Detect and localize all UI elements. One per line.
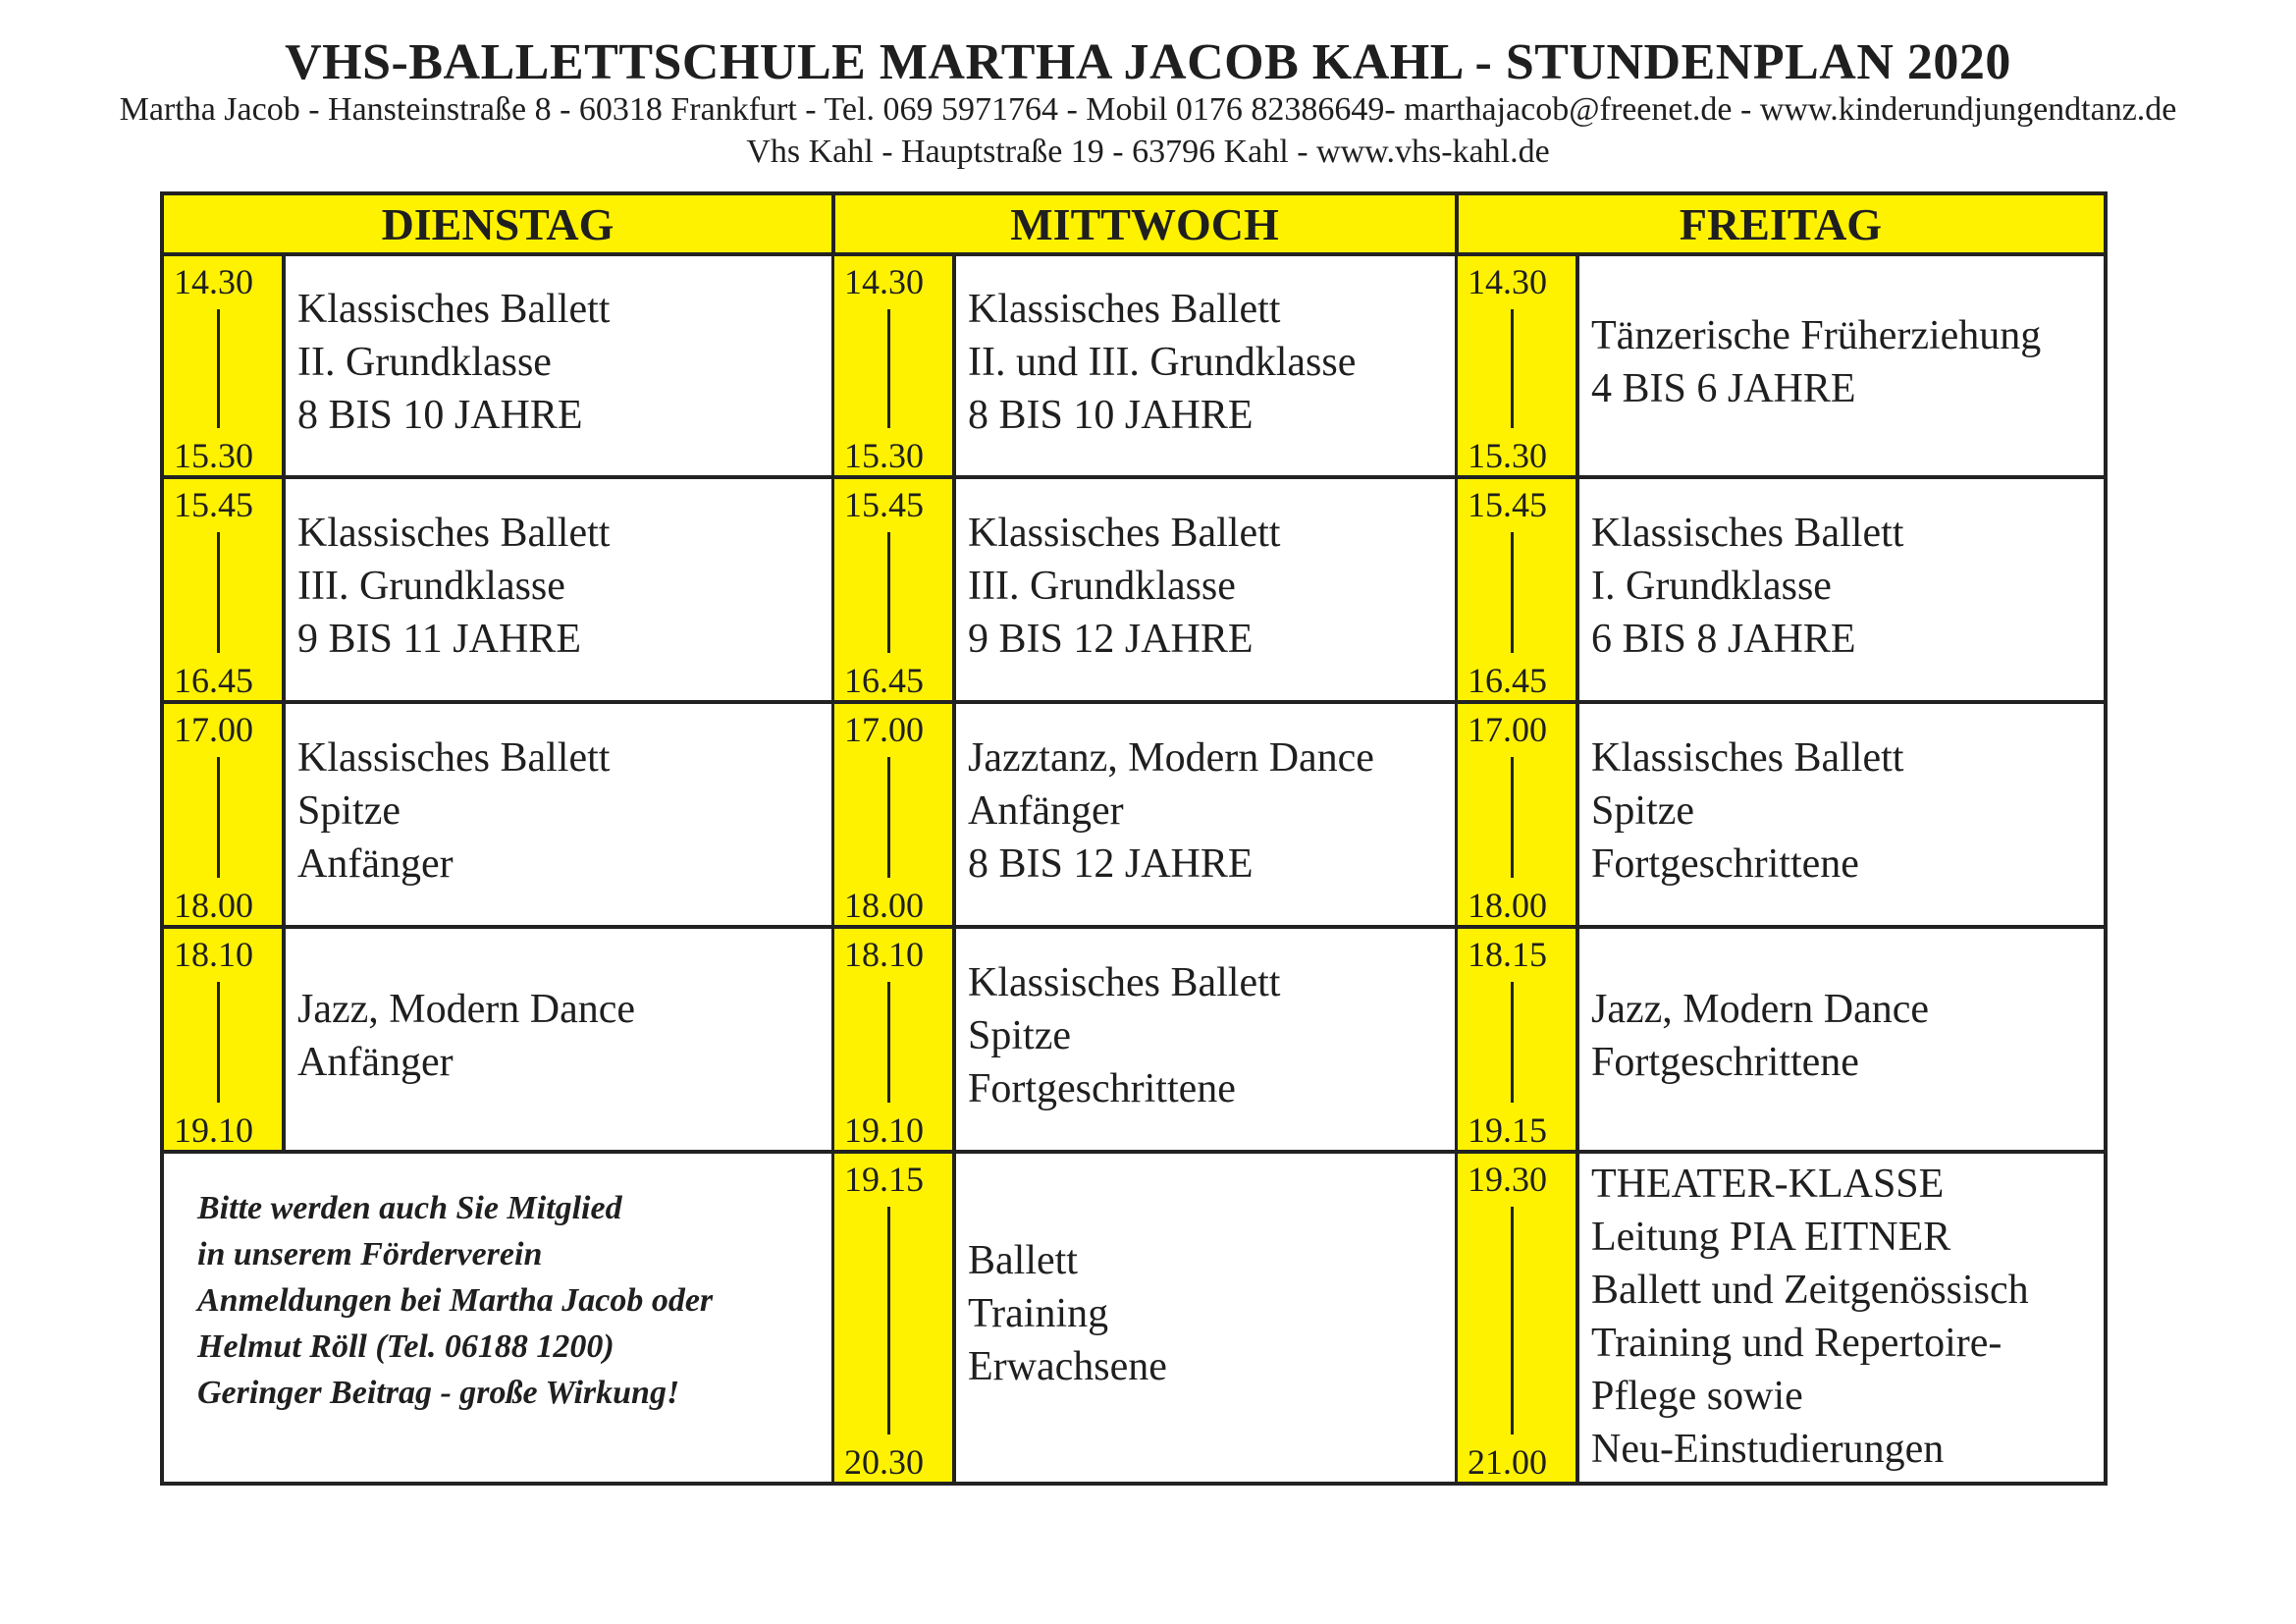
time-range-line: [1511, 1207, 1514, 1435]
course-freitag-3: [1591, 731, 1903, 891]
course-mittwoch-2: [968, 507, 1280, 666]
time-slot-freitag-2: [1458, 479, 1579, 700]
start-time: 18.10: [844, 935, 924, 974]
course-line: 8 BIS 10 JAHRE: [968, 393, 1254, 438]
course-line: Erwachsene: [968, 1344, 1167, 1389]
row-divider: [164, 1150, 2104, 1154]
end-time: 16.45: [174, 661, 253, 700]
course-mittwoch-4: [968, 956, 1280, 1115]
course-freitag-4: [1591, 983, 1929, 1089]
time-slot-mittwoch-5: [834, 1154, 956, 1482]
course-line: Klassisches Ballett: [1591, 735, 1904, 781]
end-time: 19.15: [1468, 1110, 1547, 1150]
course-line: Klassisches Ballett: [297, 287, 611, 332]
course-line: 9 BIS 12 JAHRE: [968, 617, 1254, 662]
time-range-line: [217, 982, 220, 1103]
course-line: Jazztanz, Modern Dance: [968, 735, 1374, 781]
end-time: 19.10: [174, 1110, 253, 1150]
course-line: Jazz, Modern Dance: [1591, 987, 1929, 1032]
end-time: 15.30: [844, 436, 924, 475]
time-range-line: [887, 532, 890, 653]
note-line: Anmeldungen bei Martha Jacob oder: [197, 1282, 714, 1319]
start-time: 19.15: [844, 1160, 924, 1199]
time-slot-freitag-4: [1458, 929, 1579, 1150]
time-range-line: [217, 532, 220, 653]
course-line: Anfänger: [297, 1040, 454, 1085]
end-time: 15.30: [174, 436, 253, 475]
day-header-dienstag: DIENSTAG: [164, 195, 831, 256]
start-time: 14.30: [844, 262, 924, 301]
page-title: VHS-BALLETTSCHULE MARTHA JACOB KAHL - STUNDENPLAN 2020: [285, 34, 2011, 90]
course-line: Klassisches Ballett: [968, 960, 1281, 1005]
course-line: II. Grundklasse: [297, 340, 552, 385]
course-line: Training und Repertoire-: [1591, 1321, 2002, 1366]
time-range-line: [1511, 982, 1514, 1103]
course-line: Spitze: [968, 1013, 1071, 1058]
course-line: Fortgeschrittene: [1591, 1040, 1859, 1085]
course-line: Pflege sowie: [1591, 1374, 1803, 1419]
course-dienstag-2: [297, 507, 610, 666]
course-line: III. Grundklasse: [297, 564, 565, 609]
course-line: II. und III. Grundklasse: [968, 340, 1357, 385]
start-time: 15.45: [844, 485, 924, 524]
time-range-line: [1511, 532, 1514, 653]
course-line: Klassisches Ballett: [968, 511, 1281, 556]
note-line: Helmut Röll (Tel. 06188 1200): [197, 1328, 614, 1365]
day-header-mittwoch: MITTWOCH: [834, 195, 1455, 256]
time-slot-freitag-1: [1458, 256, 1579, 475]
time-slot-mittwoch-3: [834, 704, 956, 925]
note-line: Geringer Beitrag - große Wirkung!: [197, 1375, 680, 1411]
start-time: 15.45: [174, 485, 253, 524]
course-freitag-5: [1591, 1158, 2029, 1476]
note-line: Bitte werden auch Sie Mitglied: [197, 1190, 622, 1226]
course-line: Neu-Einstudierungen: [1591, 1427, 1945, 1472]
course-line: 4 BIS 6 JAHRE: [1591, 366, 1856, 411]
course-line: Ballett: [968, 1238, 1078, 1283]
start-time: 17.00: [174, 710, 253, 749]
schedule-table: [160, 191, 2108, 1486]
course-line: Klassisches Ballett: [297, 735, 611, 781]
course-mittwoch-5: [968, 1234, 1167, 1393]
end-time: 16.45: [844, 661, 924, 700]
course-line: 9 BIS 11 JAHRE: [297, 617, 581, 662]
course-line: Spitze: [1591, 788, 1694, 834]
end-time: 16.45: [1468, 661, 1547, 700]
course-freitag-2: [1591, 507, 1903, 666]
time-range-line: [887, 309, 890, 428]
course-line: Spitze: [297, 788, 400, 834]
course-dienstag-4: [297, 983, 635, 1089]
start-time: 18.15: [1468, 935, 1547, 974]
end-time: 21.00: [1468, 1442, 1547, 1482]
course-line: Ballett und Zeitgenössisch: [1591, 1268, 2029, 1313]
course-line: Jazz, Modern Dance: [297, 987, 635, 1032]
course-line: 8 BIS 10 JAHRE: [297, 393, 583, 438]
course-freitag-1: [1591, 309, 2041, 415]
course-line: Klassisches Ballett: [297, 511, 611, 556]
time-range-line: [887, 982, 890, 1103]
time-slot-dienstag-3: [164, 704, 286, 925]
start-time: 14.30: [174, 262, 253, 301]
time-range-line: [887, 757, 890, 878]
start-time: 17.00: [844, 710, 924, 749]
course-line: 6 BIS 8 JAHRE: [1591, 617, 1856, 662]
start-time: 19.30: [1468, 1160, 1547, 1199]
start-time: 15.45: [1468, 485, 1547, 524]
row-divider: [164, 700, 2104, 704]
time-slot-freitag-5: [1458, 1154, 1579, 1482]
time-slot-dienstag-2: [164, 479, 286, 700]
course-line: THEATER-KLASSE: [1591, 1162, 1945, 1207]
membership-note: [197, 1185, 713, 1416]
start-time: 18.10: [174, 935, 253, 974]
course-line: Klassisches Ballett: [968, 287, 1281, 332]
time-slot-dienstag-4: [164, 929, 286, 1150]
time-range-line: [1511, 757, 1514, 878]
time-slot-dienstag-1: [164, 256, 286, 475]
course-line: III. Grundklasse: [968, 564, 1236, 609]
row-divider: [164, 925, 2104, 929]
course-line: Anfänger: [968, 788, 1124, 834]
time-slot-mittwoch-1: [834, 256, 956, 475]
course-line: Fortgeschrittene: [1591, 841, 1859, 887]
end-time: 20.30: [844, 1442, 924, 1482]
contact-line-jacob: Martha Jacob - Hansteinstraße 8 - 60318 Frankfurt - Tel. 069 5971764 - Mobil 0176 82386649- marthajacob@freenet.de - www.kinderundjungendtanz.de: [119, 91, 2177, 128]
course-line: 8 BIS 12 JAHRE: [968, 841, 1254, 887]
course-line: Leitung PIA EITNER: [1591, 1215, 1951, 1260]
course-dienstag-1: [297, 283, 610, 442]
note-line: in unserem Förderverein: [197, 1236, 543, 1272]
course-line: Klassisches Ballett: [1591, 511, 1904, 556]
end-time: 18.00: [1468, 886, 1547, 925]
start-time: 17.00: [1468, 710, 1547, 749]
course-line: Anfänger: [297, 841, 454, 887]
time-slot-freitag-3: [1458, 704, 1579, 925]
end-time: 15.30: [1468, 436, 1547, 475]
end-time: 18.00: [174, 886, 253, 925]
time-range-line: [217, 757, 220, 878]
end-time: 19.10: [844, 1110, 924, 1150]
contact-line-vhs: Vhs Kahl - Hauptstraße 19 - 63796 Kahl - www.vhs-kahl.de: [746, 134, 1550, 170]
time-slot-mittwoch-2: [834, 479, 956, 700]
row-divider: [164, 475, 2104, 479]
course-line: Training: [968, 1291, 1109, 1336]
time-slot-mittwoch-4: [834, 929, 956, 1150]
day-header-freitag: FREITAG: [1458, 195, 2104, 256]
end-time: 18.00: [844, 886, 924, 925]
course-line: I. Grundklasse: [1591, 564, 1832, 609]
course-mittwoch-1: [968, 283, 1356, 442]
course-mittwoch-3: [968, 731, 1374, 891]
course-line: Fortgeschrittene: [968, 1066, 1236, 1111]
time-range-line: [217, 309, 220, 428]
time-range-line: [887, 1207, 890, 1435]
start-time: 14.30: [1468, 262, 1547, 301]
course-dienstag-3: [297, 731, 610, 891]
course-line: Tänzerische Früherziehung: [1591, 313, 2042, 358]
time-range-line: [1511, 309, 1514, 428]
